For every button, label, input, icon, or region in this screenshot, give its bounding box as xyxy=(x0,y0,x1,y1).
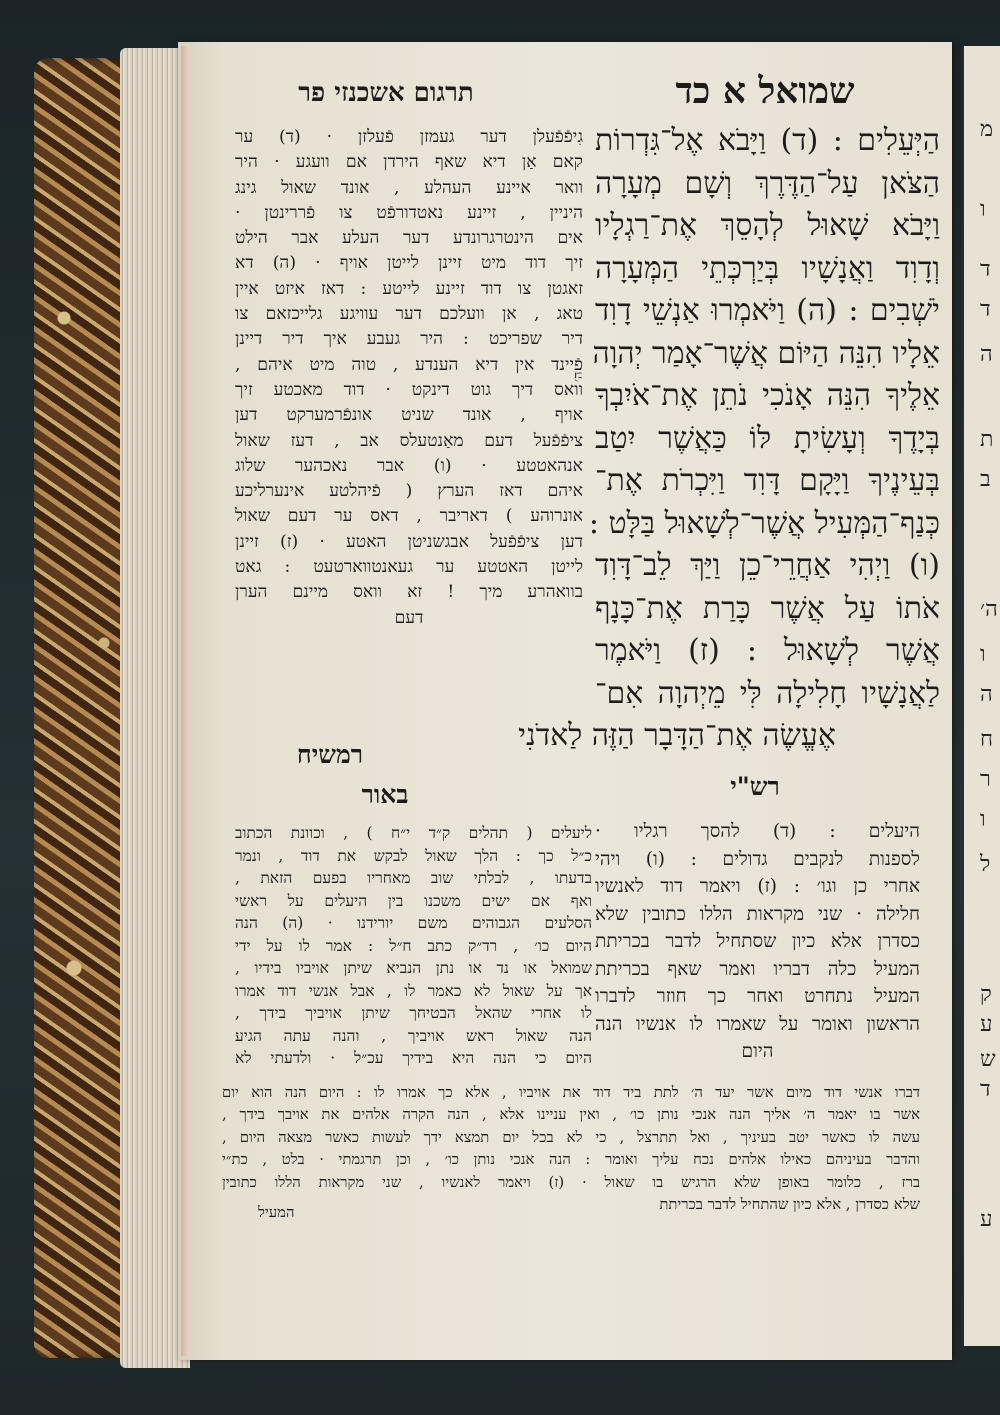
beur-line: היום כי הנה היא בידיך עכ״ל · ולדעתי לא xyxy=(235,1049,592,1067)
beur-line: אך על שאול לא כאמר לו , אבל אנשי דוד אמרו xyxy=(235,981,592,1000)
facing-page-fragment: ו xyxy=(980,642,986,667)
targum-line: אונרוהע ) דאריבר , דאס ער דעם שאול xyxy=(235,506,583,527)
targum-line: בוואהרע מיך ! זא וואס מיינם הערן xyxy=(235,582,583,603)
targum-line: פֿיינד אין דיא הענדע , טוה מיט איהם , xyxy=(235,354,583,375)
targum-column xyxy=(235,125,583,631)
beur-line: הסלעים הגבוהים משם יורידנו · (ה) הנה xyxy=(235,914,592,932)
catchword: המעיל xyxy=(258,1204,295,1221)
gutter-stain xyxy=(181,46,187,1356)
beur-line: היום כו׳ , רד״ק כתב ח״ל : אמר לו על ידי xyxy=(235,936,592,955)
text-line: כְּנַף־הַמְּעִיל אֲשֶׁר־לְשָׁאוּל בַּלָּט : xyxy=(588,505,940,541)
running-head-targum: תרגום אשכנזי פר xyxy=(298,78,474,108)
beur-line: בדעתו , לבלתי שוב מאחריו בפעם הזאת , xyxy=(235,869,592,887)
beur-commentary xyxy=(235,822,592,1070)
facing-page-fragment: ד xyxy=(980,1077,991,1102)
beur-line: ליעלים ( תהלים ק״ד י״ח ) , וכוונת הכתוב xyxy=(235,824,592,842)
text-line: בְּיָדֶךָ וְעָשִׂיתָ לּוֹ כַּאֲשֶׁר יִטַב xyxy=(595,420,940,456)
facing-page-fragment: ע xyxy=(980,1012,993,1037)
facing-page-fragment: ה xyxy=(980,342,993,367)
facing-page-edge xyxy=(962,46,1000,1346)
text-line: וַיָּבֹא שָׁאוּל לְהָסֵךְ אֶת־רַגְלָיו xyxy=(595,208,940,243)
targum-line: טאג , אן וועלכם דער עוויגע גלייכזאם צו xyxy=(235,304,583,325)
targum-line: היניין , זיינע נאטדורפֿט צו פֿררינטן · xyxy=(235,202,583,223)
facing-page-fragment: ה׳ xyxy=(980,597,998,622)
rashi-line: היעלים : (ד) להסך רגליו · xyxy=(595,821,920,842)
text-line: וְדָוִד וַאֲנָשָׁיו בְּיַרְכְּתֵי הַמְּעָרָה xyxy=(595,250,940,286)
beur-line: לו אחרי שהאל הבטיחך שיתן אויביך בידך , xyxy=(235,1004,592,1022)
text-line: (ו) וַיְהִי אַחֲרֵי־כֵן וַיַּךְ לֵב־דָּוִד xyxy=(595,548,940,583)
facing-page-fragment: ת xyxy=(980,427,994,452)
text-line: אֵלָיו הִנֵּה הַיּוֹם אֲשֶׁר־אָמַר יְהוָה xyxy=(592,335,940,371)
facing-page-fragment: מ xyxy=(980,117,994,142)
beur-continuation-line: דברו אנשי דוד מיום אשר יעד ה׳ לתת ביד דוד את אויביו , אלא כך אמרו לו : היום הנה הוא יום xyxy=(222,1084,920,1101)
targum-line: אויף , אונד שניט אונפֿרמערקט דען xyxy=(235,405,583,426)
facing-page-fragment: ק xyxy=(980,982,992,1007)
running-head-book: שמואל א כד xyxy=(675,70,855,112)
text-line: אֲשֶׁר לְשָׁאוּל : (ז) וַיֹּאמֶר xyxy=(595,633,940,668)
facing-page-fragment: ו xyxy=(980,807,986,832)
facing-page-fragment: ר xyxy=(980,767,991,792)
text-line: לַאֲנָשָׁיו חָלִילָה לִּי מֵיְהוָה אִם־ xyxy=(595,675,940,711)
beur-line: כ״ל כך : הלך שאול לבקש את דוד , ונמר xyxy=(235,846,592,865)
marbled-cover xyxy=(34,58,134,1358)
text-line: הַיְּעֵלִים : (ד) וַיָּבֹא אֶל־גִּדְרוֹת xyxy=(595,123,940,158)
facing-page-fragment: ב xyxy=(980,467,991,492)
targum-line: ציפֿפֿעל דעם מאַנטעלס אב , דעז שאול xyxy=(235,430,583,451)
rashi-line: לספנות לנקבים גדולים : (ו) ויהי xyxy=(595,848,920,870)
targum-line: זיך דוד מיט זיינן לייטן אויף · (ה) דא xyxy=(235,253,583,274)
ramshiach-heading: רמשיח xyxy=(296,740,364,769)
targum-line: דעם xyxy=(394,607,424,628)
facing-page-fragment: ו xyxy=(980,197,986,222)
rashi-heading: רש"י xyxy=(730,772,780,801)
rashi-commentary xyxy=(595,818,920,1066)
rashi-line: היום xyxy=(741,1041,774,1062)
beur-continuation-line: ברז , כלומר באופן שלא הרגיש בו שאול · (ז) ויאמר לאנשיו , שני מקראות הללו כתובין xyxy=(222,1173,920,1191)
text-line: הַצֹּאן עַל־הַדֶּרֶךְ וְשָׁם מְעָרָה xyxy=(595,165,940,201)
facing-page-fragment: ד xyxy=(980,257,991,282)
beur-line: ואף אם ישים משכנו בין היעלים על ראשי xyxy=(235,891,592,910)
targum-line: אים הינטרגרונדע דער העלע אבר הילט xyxy=(235,228,583,249)
targum-line: דיר שפריכט : היר געבע איך דיר דיינן xyxy=(235,329,583,350)
facing-page-fragment: ל xyxy=(980,852,991,877)
beur-line: הנה שאול ראש אויביך , והנה עתה הגיע xyxy=(235,1026,592,1045)
targum-line: לייטן האטטע ער געאנטווארטעט : גאט xyxy=(235,557,583,578)
rashi-line: כסדרן אלא כיון שסתחיל לדבר בכריתת xyxy=(595,931,920,952)
beur-line: שמואל או נד או נתן הנביא שיתן אויביו בידיו , xyxy=(235,959,592,977)
text-line: בְּעֵינֶיךָ וַיָּקָם דָּוִד וַיִּכְרֹת אֶת־ xyxy=(595,463,940,498)
facing-page-fragment: ח xyxy=(980,727,994,752)
rashi-line: אחרי כן וגו׳ : (ז) ויאמר דוד לאנשיו xyxy=(595,876,920,897)
facing-page-fragment: ש xyxy=(980,1047,996,1072)
targum-line: וואר איינע העהלע , אונד שאול גינג xyxy=(235,177,583,198)
beur-continuation-line: עשה לו כאשר יטב בעיניך , ואל תתרצל , כי לא בכל יום תמצא ידך לעשות כאשר מצאה היום , xyxy=(222,1128,920,1146)
beur-heading: באור xyxy=(361,780,409,809)
facing-page-fragment: ע xyxy=(980,1207,993,1232)
rashi-line: חלילה · שני מקראות הללו כתובין שלא xyxy=(595,903,920,925)
text-line: אֵלֶיךָ הִנֵּה אָנֹכִי נֹתֵן אֶת־אֹיִבְךָ xyxy=(595,378,940,413)
rashi-line: הראשון ואומר על שאמרו לו אנשיו הנה xyxy=(595,1013,920,1035)
targum-line: דען ציפֿפֿעל אבגשניטן האטע · (ז) זיינן xyxy=(235,531,583,552)
biblical-text-column xyxy=(588,120,940,715)
marginal-note: ה׳ xyxy=(571,371,586,382)
beur-continuation-line: אשר בו יאמר ה׳ אליך הנה אנכי נותן כו׳ , ואין עניינו אלא , הנה הקרה אלהים את אויבך בידך , xyxy=(222,1106,920,1124)
beur-continuation-line: והדבר בעיניהם כאילו אלהים נכח עליך ואומר : הנה אנכי נותן כו׳ , וכן תרגמתי · בלט , כת״י xyxy=(222,1151,920,1169)
targum-line: אנהאטטע · (ו) אבר נאכהער שלוג xyxy=(235,455,583,476)
targum-line: גִיפֿפֿעלן דער געמזן פֿעלזן · (ד) ער xyxy=(235,127,583,147)
text-line: יֹשְׁבִים : (ה) וַיֹּאמְרוּ אַנְשֵׁי דָוִד xyxy=(595,293,940,328)
facing-page-fragment: ה xyxy=(980,682,993,707)
facing-page-fragment: ד xyxy=(980,297,991,322)
rashi-line: המעיל כלה דבריו ואמר שאף בכריתת xyxy=(595,958,920,980)
targum-line: איהם דאז הערץ ( פֿיהלטע אינערליכע xyxy=(235,481,583,502)
targum-line: קאם אַן דיא שאף הירדן אם וועגע · היר xyxy=(235,152,583,173)
beur-continuation xyxy=(222,1082,920,1216)
targum-line: זאגטן צו דוד זיינע לייטע : דאז איזט איין xyxy=(235,278,583,299)
rashi-line: המעיל נתחרט ואחר כך חוזר לדברו xyxy=(595,986,920,1007)
biblical-text-bridge-line: אֶעֱשֶׂה אֶת־הַדָּבָר הַזֶּה לַאדֹנִי xyxy=(518,718,836,753)
targum-line: וואס דיך גוט דינקט · דוד מאכטע זיך xyxy=(235,379,583,400)
text-line: אֹתוֹ עַל אֲשֶׁר כָּרַת אֶת־כָּנָף xyxy=(595,590,940,626)
beur-continuation-line: שלא כסדרן , אלא כיון שהתחיל לדבר בכריתת xyxy=(659,1196,920,1214)
